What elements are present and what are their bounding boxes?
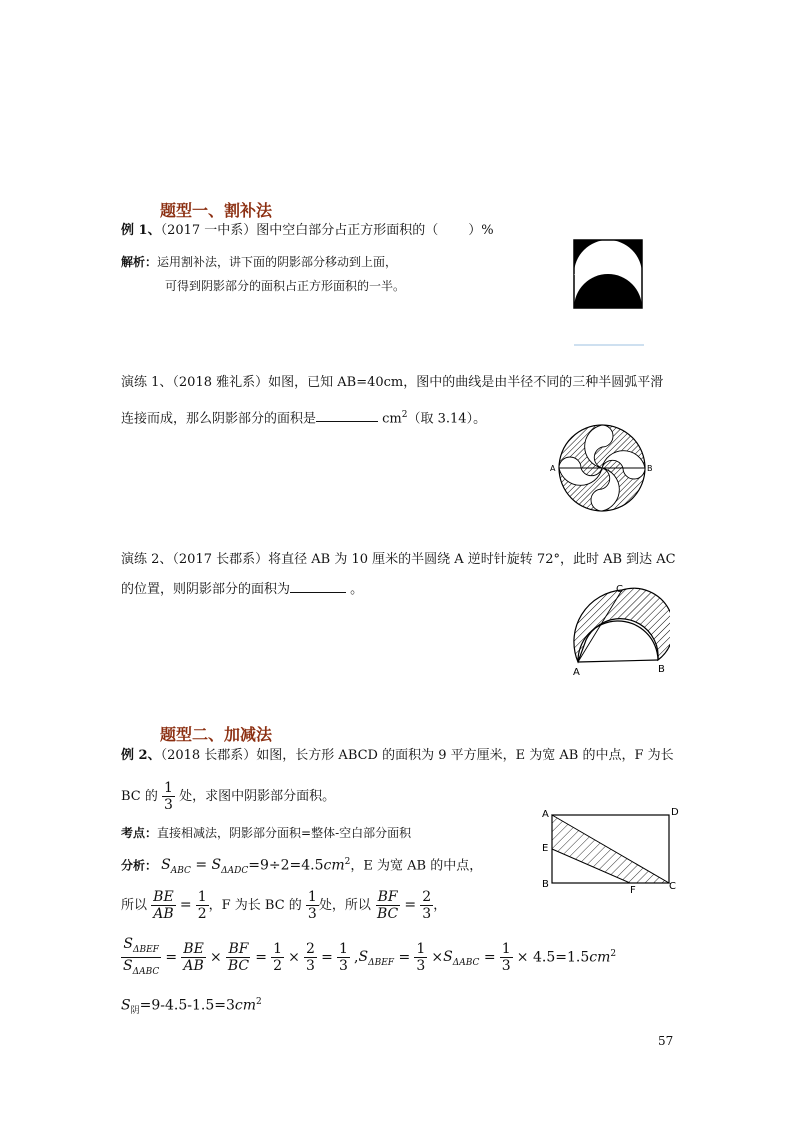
kaodian-line (121, 823, 411, 843)
label-b2: B (658, 664, 665, 675)
fenxi-tail: ，E 为宽 AB 的中点， (350, 858, 483, 874)
drill2-line2-a: 的位置，则阴影部分的面积为 (121, 582, 291, 597)
ratio-line: 所以 $\frac{BE}{AB}$ = $\frac{1}{2}$ ，F 为长 BC 的 $\frac{1}{3}$ 处，所以 $\frac{BF}{BC}$ = $\frac{2}{3}$ ， (121, 889, 447, 922)
label-a2: A (573, 667, 580, 678)
label-b: B (647, 464, 653, 473)
rotated-semicircle-figure (550, 580, 670, 680)
example2-line2 (121, 778, 335, 816)
shaded-area-result: =9-4.5-1.5=3 (139, 997, 235, 1014)
analysis-line1 (121, 252, 397, 272)
label-b3: B (542, 879, 549, 890)
section1-heading: 题型一、割补法 (160, 201, 273, 220)
drill2-line2-b: 。 (350, 582, 364, 597)
area-ratio-line: $\frac{S_{\Delta BEF}}{S_{\Delta ABC}}$ = $\frac{BE}{AB}$ × $\frac{BF}{BC}$ = $\frac{1}{2}$ × $\frac{2}{3}$ = $\frac{1}{3}$ $,S_{\Delta BEF}$ = $\frac{1}{3}$ $\times S_{\Delta ABC}$ = $\frac{1}{3}$ × $4.5=1.5cm^2$ (121, 934, 616, 983)
drill1-unit: cm (382, 411, 402, 427)
example2-line2-b: 处，求图中阴影部分面积。 (179, 789, 336, 804)
analysis-label: 解析： (121, 255, 158, 269)
area-result: =1.5 (555, 949, 590, 966)
analysis-text1: 运用割补法，讲下面的阴影部分移动到上面， (157, 255, 398, 269)
square-semicircles-figure (572, 238, 644, 348)
label-c3: C (669, 881, 676, 892)
kaodian-label: 考点： (121, 826, 158, 840)
drill1-line2 (121, 405, 486, 429)
label-a: A (550, 464, 556, 473)
fraction-one-third: $\frac{1}{3}$ (164, 780, 173, 813)
section2-heading: 题型二、加减法 (160, 725, 273, 744)
example1-tail: ）% (468, 223, 494, 238)
fraction-bf-bc: $\frac{BF}{BC}$ (377, 889, 399, 922)
drill1-unit-sup: 2 (401, 410, 408, 420)
fenxi-label: 分析： (121, 858, 158, 873)
shaded-area-line: $S_阴=9-4.5-1.5=3cm^2$ (121, 997, 262, 1016)
drill2-line1: 演练 2、（2017 长郡系）将直径 AB 为 10 厘米的半圆绕 A 逆时针旋转 72°，此时 AB 到达 AC (121, 552, 676, 567)
example2-line2-a: BC 的 (121, 789, 158, 804)
fraction-be-ab: $\frac{BE}{AB}$ (153, 889, 174, 922)
example1-line (121, 221, 494, 241)
analysis-text2: 可得到阴影部分的面积占正方形面积的一半。 (165, 279, 406, 293)
label-a3: A (542, 809, 549, 820)
answer-blank-2 (290, 592, 346, 593)
drill1-line1: 演练 1、（2018 雅礼系）如图，已知 AB=40cm，图中的曲线是由半径不同的三种半圆弧平滑 (121, 375, 664, 390)
drill2-line2 (121, 580, 363, 600)
fraction-area-ratio: $\frac{S_{\Delta BEF}}{S_{\Delta ABC}}$ (123, 935, 160, 978)
example2-text: （2018 长郡系）如图，长方形 ABCD 的面积为 9 平方厘米，E 为宽 AB 的中点，F 为长 (160, 748, 674, 763)
label-d3: D (671, 807, 679, 818)
drill1-line2-c: （取 3.14）。 (407, 411, 487, 427)
example1-text: （2017 一中系）图中空白部分占正方形面积的（ (160, 223, 439, 238)
example2-label: 例 2、 (121, 748, 161, 763)
rectangle-abcd-figure (538, 803, 683, 895)
drill1-line2-a: 连接而成，那么阴影部分的面积是 (121, 411, 317, 427)
fenxi-eq: =9÷2=4.5 (248, 857, 324, 874)
example1-label: 例 1、 (121, 223, 161, 238)
label-f3: F (630, 885, 636, 895)
example2-line1 (121, 746, 674, 766)
fenxi-line: 分析： $S_{ABC} = S_{\Delta ADC}=9\div 2=4.5cm^2$，E 为宽 AB 的中点， (121, 857, 483, 877)
pinwheel-circle-figure (548, 422, 656, 514)
answer-blank (316, 421, 378, 422)
page-number: 57 (658, 1034, 674, 1048)
kaodian-text: 直接相减法，阴影部分面积=整体-空白部分面积 (157, 826, 412, 840)
label-e3: E (542, 843, 549, 854)
label-c2: C (616, 584, 623, 595)
